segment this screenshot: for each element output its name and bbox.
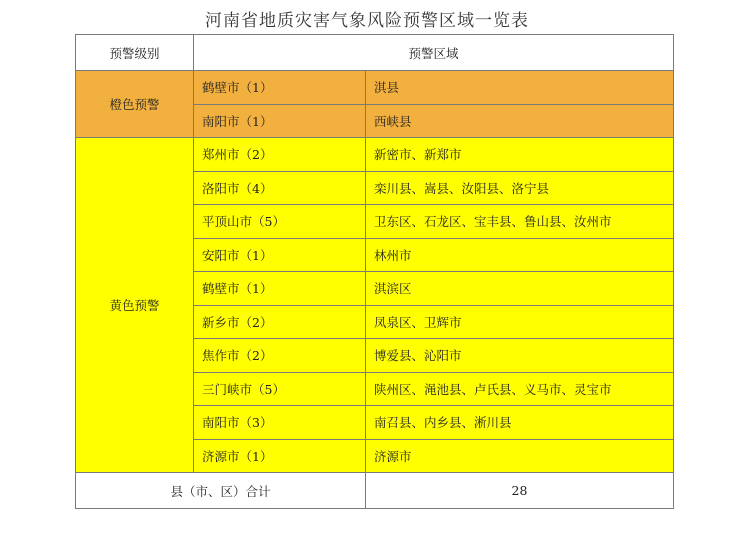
counties-cell: 栾川县、嵩县、汝阳县、洛宁县 [366, 171, 674, 205]
counties-cell: 济源市 [366, 439, 674, 473]
total-row [76, 473, 674, 509]
city-cell: 焦作市（2） [194, 339, 366, 373]
city-cell: 鹤壁市（1） [194, 272, 366, 306]
city-cell: 三门峡市（5） [194, 372, 366, 406]
total-label: 县（市、区）合计 [76, 473, 366, 509]
warning-level-cell: 橙色预警 [76, 71, 194, 138]
city-cell: 南阳市（3） [194, 406, 366, 440]
counties-cell: 林州市 [366, 238, 674, 272]
counties-cell: 博爱县、沁阳市 [366, 339, 674, 373]
city-cell: 鹤壁市（1） [194, 71, 366, 105]
city-cell: 济源市（1） [194, 439, 366, 473]
total-value: 28 [366, 473, 674, 509]
counties-cell: 西峡县 [366, 104, 674, 138]
city-cell: 新乡市（2） [194, 305, 366, 339]
city-cell: 郑州市（2） [194, 138, 366, 172]
header-row [76, 35, 674, 71]
table-row [76, 71, 674, 105]
counties-cell: 淇滨区 [366, 272, 674, 306]
header-area: 预警区域 [194, 35, 674, 71]
header-level: 预警级别 [76, 35, 194, 71]
table-row [76, 138, 674, 172]
counties-cell: 新密市、新郑市 [366, 138, 674, 172]
warning-table-body [76, 35, 674, 509]
counties-cell: 凤泉区、卫辉市 [366, 305, 674, 339]
page-title: 河南省地质灾害气象风险预警区域一览表 [205, 11, 529, 31]
city-cell: 安阳市（1） [194, 238, 366, 272]
city-cell: 平顶山市（5） [194, 205, 366, 239]
city-cell: 南阳市（1） [194, 104, 366, 138]
counties-cell: 卫东区、石龙区、宝丰县、鲁山县、汝州市 [366, 205, 674, 239]
warning-level-cell: 黄色预警 [76, 138, 194, 473]
counties-cell: 陕州区、渑池县、卢氏县、义马市、灵宝市 [366, 372, 674, 406]
city-cell: 洛阳市（4） [194, 171, 366, 205]
warning-table [75, 34, 674, 509]
counties-cell: 淇县 [366, 71, 674, 105]
counties-cell: 南召县、内乡县、淅川县 [366, 406, 674, 440]
